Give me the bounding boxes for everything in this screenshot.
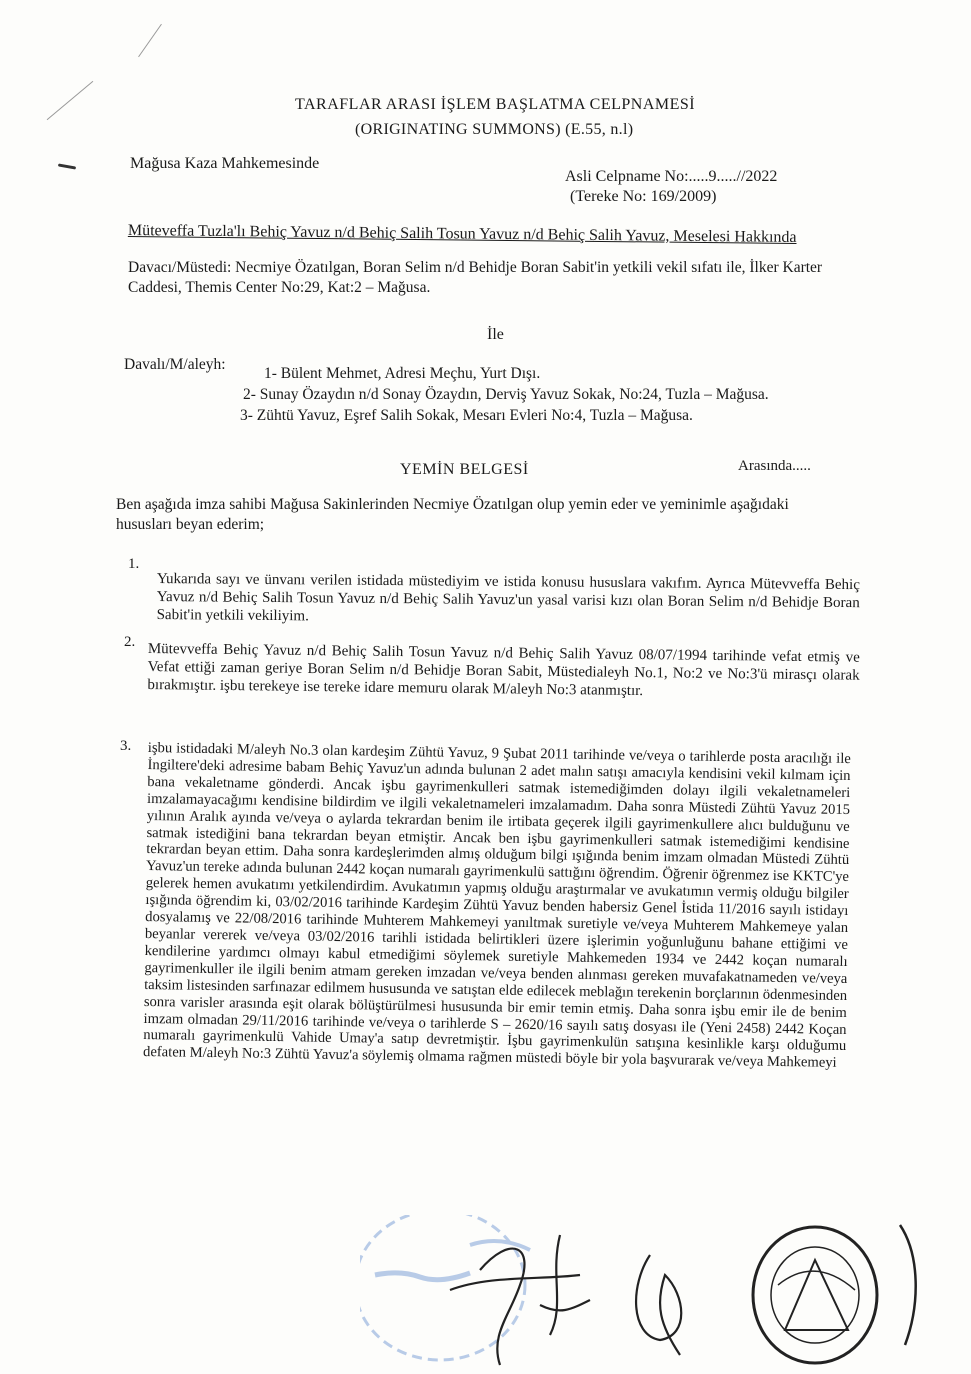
affidavit-item: Mütevveffa Behiç Yavuz n/d Behiç Salih Tosun Yavuz n/d Behiç Salih Yavuz 08/07/1994 tarihinde vefat etmiş ve Vefat ettiği zaman geriye Boran Selim n/d Behidje Boran Sabit, Müstedialeyh No.1, No:2 ve No:3'ü mirasçı olarak bırakmıştır. işbu terekeye ise tereke idare memuru olarak M/aleyh No:3 atanmıştır. [147, 640, 860, 700]
scan-mark [47, 81, 94, 120]
affidavit-intro: Ben aşağıda imza sahibi Mağusa Sakinlerinden Necmiye Özatılgan olup yemin eder ve yeminimle aşağıdaki hususları beyan ederim; [116, 496, 789, 533]
ile-separator: İle [487, 326, 504, 343]
document-subheading: (ORIGINATING SUMMONS) (E.55, n.l) [355, 121, 634, 138]
document-heading: TARAFLAR ARASI İŞLEM BAŞLATMA CELPNAMESİ [295, 96, 696, 113]
affidavit-item: işbu istidadaki M/aleyh No.3 olan kardeşim Zühtü Yavuz, 9 Şubat 2011 tarihinde ve/veya o tarihlerde posta aracılığı ile İngiltere'deki adresime babam Behiç Yavuz'un adında bulunan 2 adet malın satışı amacıyla kendisini vekil kılmam için bana vekaletname gönderdi. Ancak işbu gayrimenkulleri satmak istemediğimden dolayı ilgili vekaletnameleri imzalamayacağımı kendisine bildirdim ve ilgili vekaletnameleri imzalamadım. Daha sonra Müstedi Zühtü Yavuz 2015 yılının Aralık ayında ve/veya o aylarda tekrardan benim ile irtibata geçerek ilgili gayrimenkullere alıcı bulduğunu ve satmak istediğini bana tekrardan beyan etmiştir. Ancak ben işbu gayrimenkulleri satmak istemediğimi kendisine tekrardan beyan ettim. Daha sonra kardeşlerimden almış olduğum bilgi ışığında benim imzam olmadan Müstedi Zühtü Yavuz'un tereke adında bulunan 2442 koçan numaralı gayrimenkulü sattığını öğrendim. Öğrenir öğrenmez ise KKTC'ye gelerek hemen avukatımı yetkilendirdim. Avukatımın yapmış olduğu araştırmalar ve avukatımın vermiş olduğu bilgiler ışığında öğrendim ki, 03/02/2016 tarihinde Kardeşim Zühtü Yavuz benden habersiz Genel İstida 11/2016 sayılı istidayı dosyalamış ve 22/08/2016 tarihinde Muhterem Mahkemeyi yanıltmak suretiyle ve/veya Muhterem Mahkemeye yalan beyanlar vererek ve/veya 03/02/2016 tarihli istidada belirtikleri üzere işlerimin yoğunluğunu bahane ettiğimi ve kendilerine yardımcı olmayı kabul etmediğimi söylemek suretiyle Mahkemeden 1934 ve 2442 koçan numaralı gayrimenkuller ile ilgili benim atmam gereken imzadan ve/veya benden alınması gereken muvafakatnameden ve/veya taksim listesinden sarfınazar edilmem hususunda ve satıştan elde edilecek meblağın terekenin borçlarının ödenmesinden sonra varisler arasında eşit olarak bölüştürülmesi hususunda bir emir temin etmiş. Daha sonra işbu emir ile de benim imzam olmadan 29/11/2016 tarihinde ve/veya o tarihlerde S – 2620/16 sayılı satış dosyası ile (Yeni 2458) 2442 Koçan numaralı gayrimenkulü Vahide Umay'a satıp devretmiştir. İşbu gayrimenkulün satışına kesinlikle karşı olduğumu defaten M/aleyh No:3 Zühtü Yavuz'a söylemiş olmama rağmen müstedi böyle bir yola başvurarak ve/veya Mahkemeyi [142, 740, 851, 1072]
signatures-area [360, 1215, 971, 1374]
second-signature [636, 1255, 681, 1355]
faded-blue-stamp [360, 1215, 530, 1360]
signature-mark [450, 1235, 590, 1365]
margin-mark [58, 163, 76, 169]
item-number: 2. [124, 634, 136, 650]
official-round-stamp [753, 1225, 916, 1363]
affidavit-item: Yukarıda sayı ve ünvanı verilen istidada müstediyim ve istida konusu hususlara vakıfım. Ayrıca Mütevveffa Behiç Yavuz n/d Behiç Salih Tosun Yavuz n/d Behiç Salih Yavuz'un yasal varisi kızı olan Boran Selim n/d Behidje Boran Sabit'in yetkili vekiliyim. [156, 570, 860, 625]
scan-mark [138, 24, 162, 57]
item-number: 1. [128, 556, 140, 572]
arasinda-text: Arasında..... [738, 458, 811, 474]
case-subject: Müteveffa Tuzla'lı Behiç Yavuz n/d Behiç Salih Tosun Yavuz n/d Behiç Salih Yavuz, Meselesi Hakkında [127, 222, 797, 247]
item-number: 3. [120, 738, 132, 754]
court-name: Mağusa Kaza Mahkemesinde [130, 155, 320, 172]
plaintiff-block: Davacı/Müstedi: Necmiye Özatılgan, Boran Selim n/d Behidje Boran Sabit'in yetkili vekil sıfatı ile, İlker Karter Caddesi, Themis Center No:29, Kat:2 – Mağusa. [128, 259, 823, 296]
affidavit-title: YEMİN BELGESİ [400, 461, 529, 478]
defendants-label: Davalı/M/aleyh: [124, 356, 226, 373]
defendant-item: 3- Zühtü Yavuz, Eşref Salih Sokak, Mesarı Evleri No:4, Tuzla – Mağusa. [240, 407, 693, 424]
defendant-item: 2- Sunay Özaydın n/d Sonay Özaydın, Derviş Yavuz Sokak, No:24, Tuzla – Mağusa. [243, 386, 769, 403]
case-number: Asli Celpname No:.....9.....//2022 [565, 168, 778, 185]
defendant-item: 1- Bülent Mehmet, Adresi Meçhu, Yurt Dışı. [264, 365, 541, 382]
tereke-number: (Tereke No: 169/2009) [570, 188, 717, 205]
